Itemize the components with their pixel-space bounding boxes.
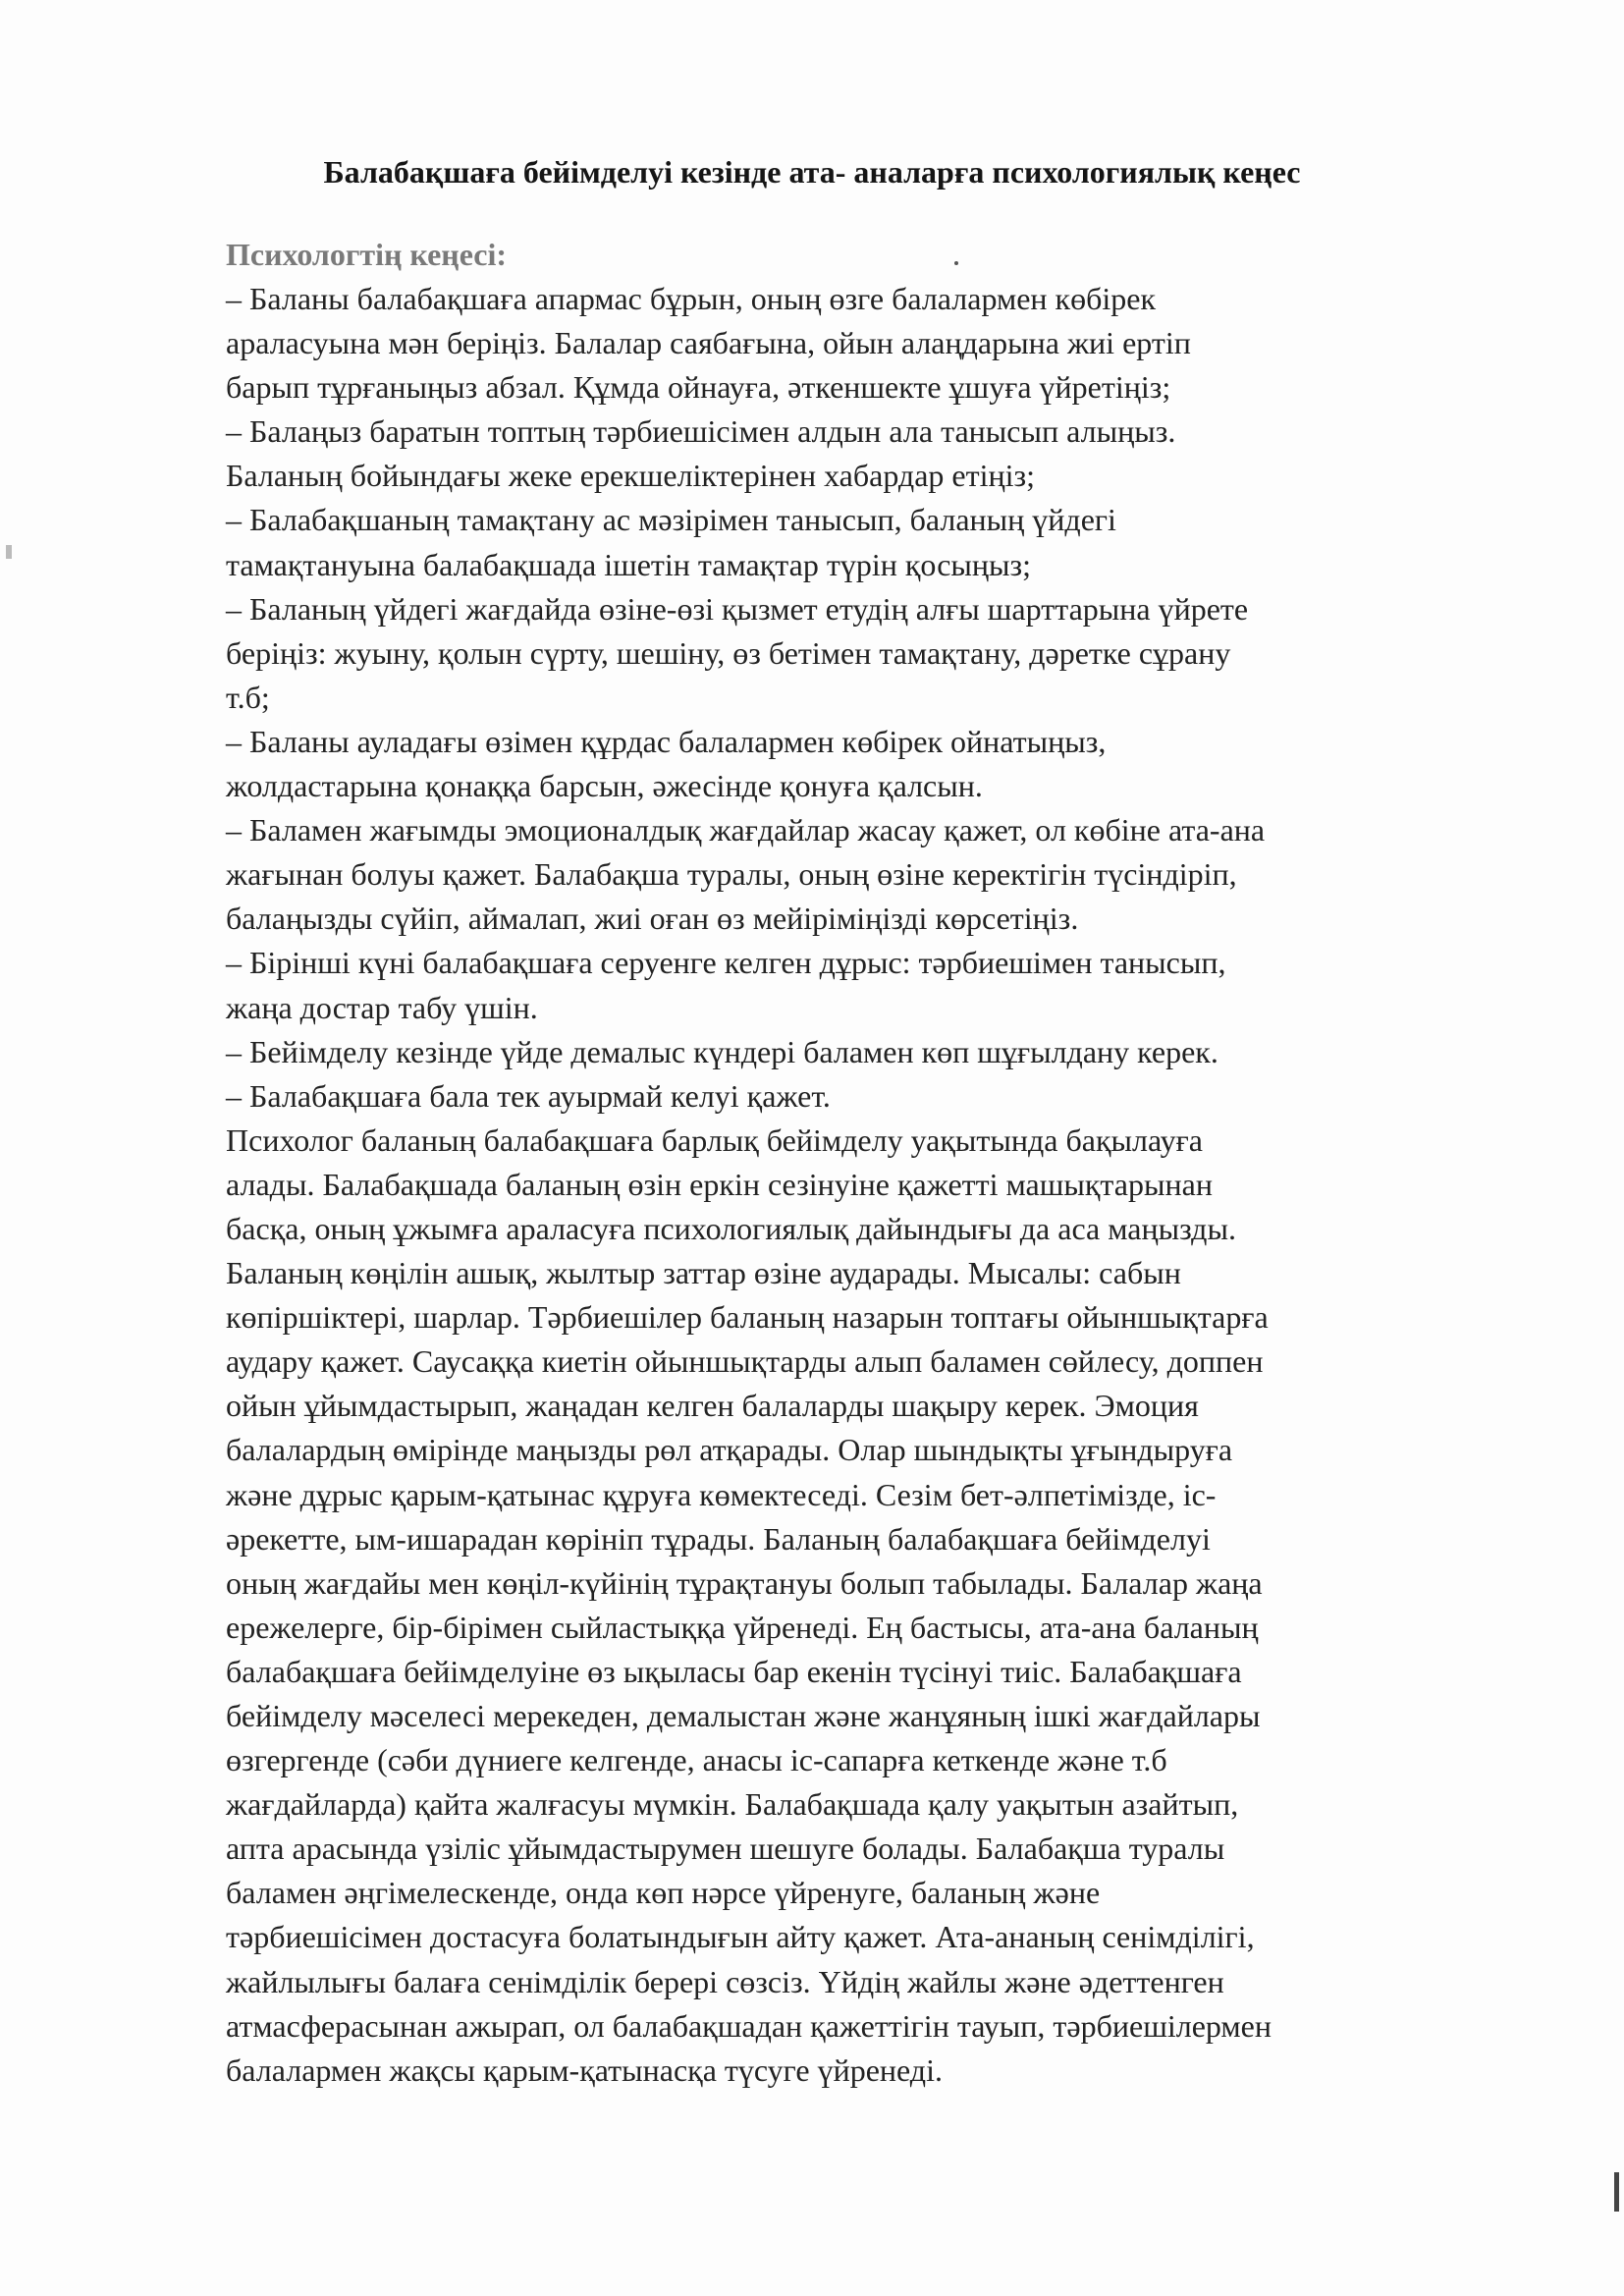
body-line: барып тұрғаныңыз абзал. Құмда ойнауға, әткеншекте ұшуға үйретіңіз; xyxy=(226,369,1171,406)
body-line: тәрбиешісімен достасуға болатындығын айту қажет. Ата-ананың сенімділігі, xyxy=(226,1919,1255,1955)
advice-body xyxy=(226,277,1512,2093)
body-line: алады. Балабақшада баланың өзін еркін сезінуіне қажетті машықтарынан xyxy=(226,1166,1213,1202)
body-line: – Балабақшаға бала тек ауырмай келуі қажет. xyxy=(226,1077,831,1114)
body-line: беріңіз: жуыну, қолын сүрту, шешіну, өз бетімен тамақтану, дәретке сұрану xyxy=(226,634,1231,671)
body-line: жаңа достар табу үшін. xyxy=(226,989,538,1025)
body-line: – Баланың үйдегі жағдайда өзіне-өзі қызмет етудің алғы шарттарына үйрете xyxy=(226,590,1249,627)
body-line: баламен әңгімелескенде, онда көп нәрсе үйренуге, баланың және xyxy=(226,1875,1101,1911)
body-line: тамақтануына балабақшада ішетін тамақтар түрін қосыңыз; xyxy=(226,546,1032,582)
body-line: т.б; xyxy=(226,679,270,715)
body-line: араласуына мән беріңіз. Балалар саябағына, ойын алаңдарына жиі ертіп xyxy=(226,325,1191,361)
body-line: балалардың өмірінде маңызды рөл атқарады. Олар шындықты ұғындыруға xyxy=(226,1432,1233,1468)
body-line: көпіршіктері, шарлар. Тәрбиешілер баланың назарын топтағы ойыншықтарға xyxy=(226,1299,1269,1336)
body-line: апта арасында үзіліс ұйымдастырумен шешуге болады. Балабақша туралы xyxy=(226,1831,1225,1867)
body-line: – Баланы ауладағы өзімен құрдас балалармен көбірек ойнатыңыз, xyxy=(226,723,1107,759)
body-line: ойын ұйымдастырып, жаңадан келген балаларды шақыру керек. Эмоция xyxy=(226,1388,1199,1424)
body-line: жолдастарына қонаққа барсын, әжесінде қонуға қалсын. xyxy=(226,768,983,804)
body-line: – Бірінші күні балабақшаға серуенге келген дұрыс: тәрбиешімен танысып, xyxy=(226,945,1226,981)
body-line: жағдайларда) қайта жалғасуы мүмкін. Балабақшада қалу уақытын азайтып, xyxy=(226,1786,1239,1823)
body-line: – Баламен жағымды эмоционалдық жағдайлар жасау қажет, ол көбіне ата-ана xyxy=(226,812,1266,848)
body-line: – Баланы балабақшаға апармас бұрын, оның өзге балалармен көбірек xyxy=(226,281,1157,316)
body-line: ережелерге, бір-бірімен сыйластыққа үйренеді. Ең бастысы, ата-ана баланың xyxy=(226,1609,1259,1645)
advice-heading: Психологтің кеңесі: xyxy=(226,237,508,272)
body-line: атмасферасынан ажырап, ол балабақшадан қажеттігін тауып, тәрбиешілермен xyxy=(226,2007,1272,2044)
body-line: – Балаңыз баратын топтың тәрбиешісімен алдын ала танысып алыңыз. xyxy=(226,413,1176,450)
body-line: балаңызды сүйіп, аймалап, жиі оған өз мейіріміңізді көрсетіңіз. xyxy=(226,901,1079,937)
scan-edge-mark xyxy=(1614,2172,1619,2212)
body-line: Баланың көңілін ашық, жылтыр заттар өзіне аударады. Мысалы: сабын xyxy=(226,1255,1181,1291)
body-line: Психолог баланың балабақшаға барлық бейімделу уақытында бақылауға xyxy=(226,1121,1203,1158)
body-line: жайлылығы балаға сенімділік берері сөзсіз. Үйдің жайлы және әдеттенген xyxy=(226,1963,1224,1999)
body-line: өзгергенде (сәби дүниеге келгенде, анасы іс-сапарға кеткенде және т.б xyxy=(226,1742,1167,1778)
body-line: Баланың бойындағы жеке ерекшеліктерінен хабардар етіңіз; xyxy=(226,458,1036,494)
body-line: жағынан болуы қажет. Балабақша туралы, оның өзіне керектігін түсіндіріп, xyxy=(226,856,1237,893)
body-line: балалармен жақсы қарым-қатынасқа түсуге үйренеді. xyxy=(226,2051,943,2088)
body-line: аудару қажет. Саусаққа киетін ойыншықтарды алып баламен сөйлесу, доппен xyxy=(226,1343,1264,1380)
body-line: – Бейімделу кезінде үйде демалыс күндері баламен көп шұғылдану керек. xyxy=(226,1033,1218,1069)
document-title: Балабақшаға бейімделуі кезінде ата- аналарға психологиялық кеңес xyxy=(323,154,1301,190)
body-line: балабақшаға бейімделуіне өз ықыласы бар екенін түсінуі тиіс. Балабақшаға xyxy=(226,1653,1242,1689)
body-line: және дұрыс қарым-қатынас құруға көмектеседі. Сезім бет-әлпетімізде, іс- xyxy=(226,1476,1217,1512)
body-line: басқа, оның ұжымға араласуға психологиялық дайындығы да аса маңызды. xyxy=(226,1210,1236,1246)
body-line: оның жағдайы мен көңіл-күйінің тұрақтануы болып табылады. Балалар жаңа xyxy=(226,1564,1263,1601)
scan-edge-mark xyxy=(6,545,12,559)
body-line: әрекетте, ым-ишарадан көрініп тұрады. Баланың балабақшаға бейімделуі xyxy=(226,1520,1211,1557)
body-line: – Балабақшаның тамақтану ас мәзірімен танысып, баланың үйдегі xyxy=(226,502,1116,538)
body-line: бейімделу мәселесі мерекеден, демалыстан және жанұяның ішкі жағдайлары xyxy=(226,1698,1261,1733)
scan-speck xyxy=(954,261,958,265)
